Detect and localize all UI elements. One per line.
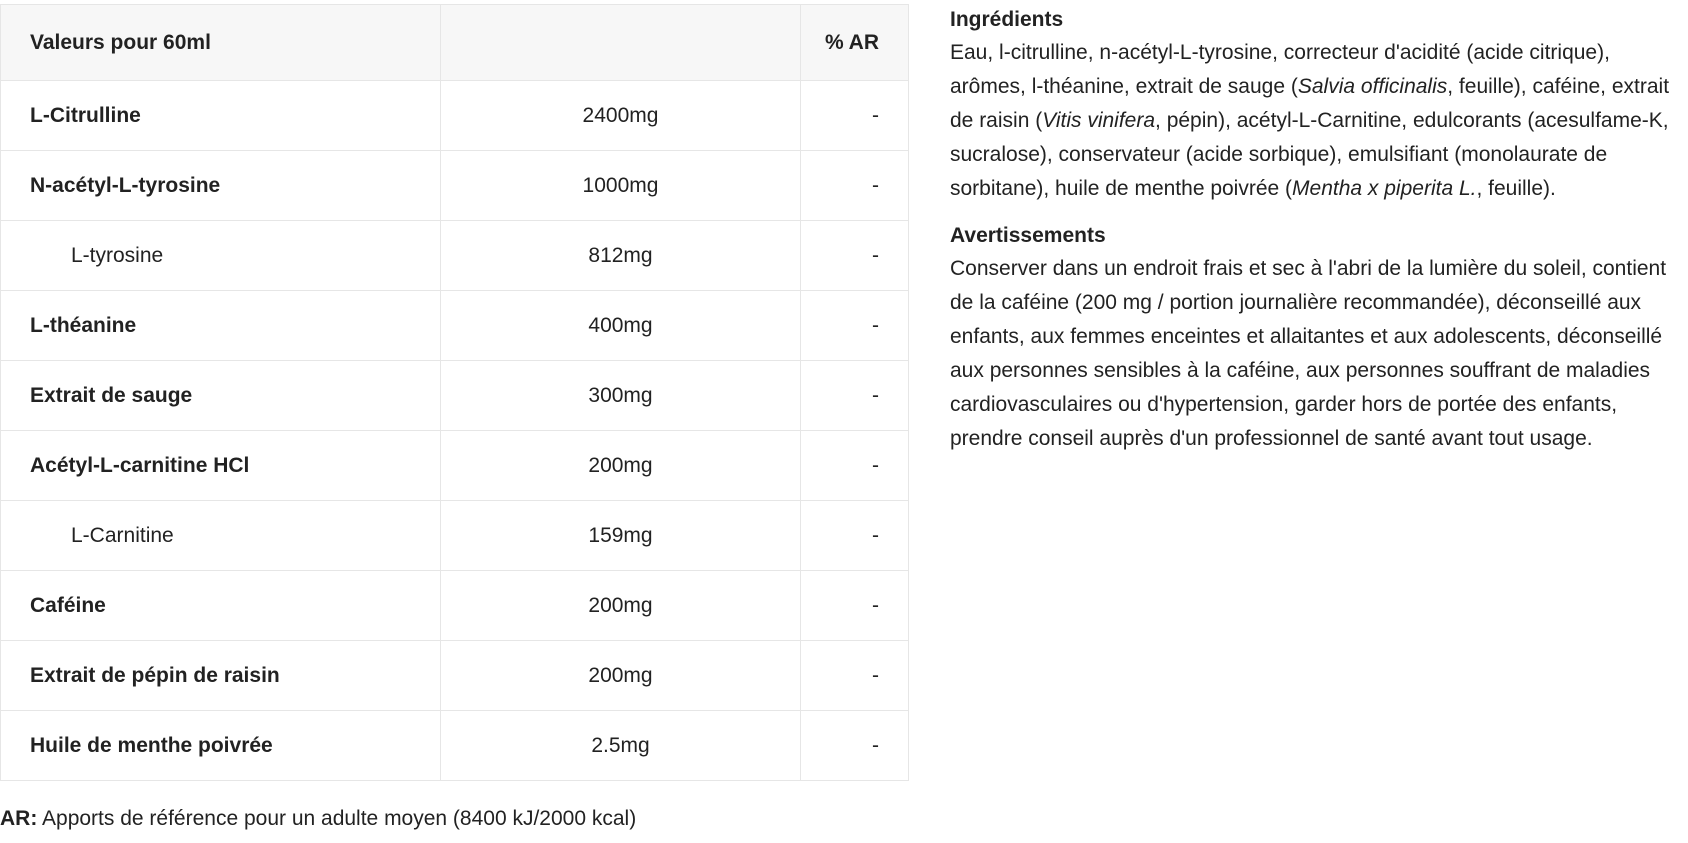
row-name: Extrait de pépin de raisin (1, 641, 441, 711)
row-name: N-acétyl-L-tyrosine (1, 151, 441, 221)
table-row (1, 221, 909, 291)
table-row (1, 81, 909, 151)
info-column (950, 6, 1678, 472)
header-amount (441, 5, 801, 81)
ingredient-text-segment: Eau, l-citrulline, n-acétyl-L-tyrosine, correcteur d'acidité (acide citrique), arômes, l-théanine, extrait de sauge ( (950, 41, 1610, 98)
row-amount: 159mg (441, 501, 801, 571)
nutrition-table (0, 4, 909, 781)
row-amount: 200mg (441, 431, 801, 501)
row-name: L-théanine (1, 291, 441, 361)
row-amount: 200mg (441, 641, 801, 711)
row-name: Extrait de sauge (1, 361, 441, 431)
table-row (1, 501, 909, 571)
table-row (1, 361, 909, 431)
row-amount: 400mg (441, 291, 801, 361)
table-row (1, 291, 909, 361)
header-row (1, 5, 909, 81)
row-ar: - (801, 221, 909, 291)
ingredient-latin-name: Salvia officinalis (1297, 75, 1448, 98)
header-name: Valeurs pour 60ml (1, 5, 441, 81)
ingredient-latin-name: Vitis vinifera (1042, 109, 1156, 132)
row-amount: 812mg (441, 221, 801, 291)
row-name: Huile de menthe poivrée (1, 711, 441, 781)
row-name: L-Carnitine (1, 501, 441, 571)
ingredients-title: Ingrédients (950, 8, 1064, 31)
ingredients-text (950, 36, 1678, 206)
row-name: L-Citrulline (1, 81, 441, 151)
row-ar: - (801, 291, 909, 361)
row-ar: - (801, 151, 909, 221)
row-ar: - (801, 571, 909, 641)
row-ar: - (801, 501, 909, 571)
nutrition-table-header (1, 5, 909, 81)
row-ar: - (801, 431, 909, 501)
table-row (1, 431, 909, 501)
row-name: Acétyl-L-carnitine HCl (1, 431, 441, 501)
row-ar: - (801, 711, 909, 781)
ingredient-latin-name: Mentha x piperita L. (1292, 177, 1477, 200)
row-amount: 1000mg (441, 151, 801, 221)
row-ar: - (801, 81, 909, 151)
table-row (1, 711, 909, 781)
footnote (0, 807, 636, 831)
ingredient-text-segment: , feuille). (1476, 177, 1556, 200)
nutrition-table-body (1, 81, 909, 781)
header-ar: % AR (801, 5, 909, 81)
footnote-text: Apports de référence pour un adulte moyen (8400 kJ/2000 kcal) (37, 807, 637, 830)
footnote-label: AR: (0, 807, 38, 830)
table-row (1, 641, 909, 711)
row-amount: 200mg (441, 571, 801, 641)
table-row (1, 571, 909, 641)
row-amount: 2400mg (441, 81, 801, 151)
row-amount: 300mg (441, 361, 801, 431)
ingredient-text-segment: , pépin), acétyl-L-Carnitine, edulcorants (acesulfame-K, sucralose), conservateur (acide sorbique), emulsifiant (monolaurate de sorbitane), huile de menthe poivrée ( (950, 109, 1669, 200)
row-ar: - (801, 361, 909, 431)
ingredient-text-segment: , feuille), caféine, extrait de raisin ( (950, 75, 1670, 132)
table-row (1, 151, 909, 221)
row-name: Caféine (1, 571, 441, 641)
row-amount: 2.5mg (441, 711, 801, 781)
row-ar: - (801, 641, 909, 711)
row-name: L-tyrosine (1, 221, 441, 291)
warnings-text: Conserver dans un endroit frais et sec à l'abri de la lumière du soleil, contient de la caféine (200 mg / portion journalière recommandée), déconseillé aux enfants, aux femmes enceintes et allaitantes et aux adolescents, déconseillé aux personnes sensibles à la caféine, aux personnes souffrant de maladies cardiovasculaires ou d'hypertension, garder hors de portée des enfants, prendre conseil auprès d'un professionnel de santé avant tout usage. (950, 257, 1667, 450)
warnings-title: Avertissements (950, 224, 1106, 247)
